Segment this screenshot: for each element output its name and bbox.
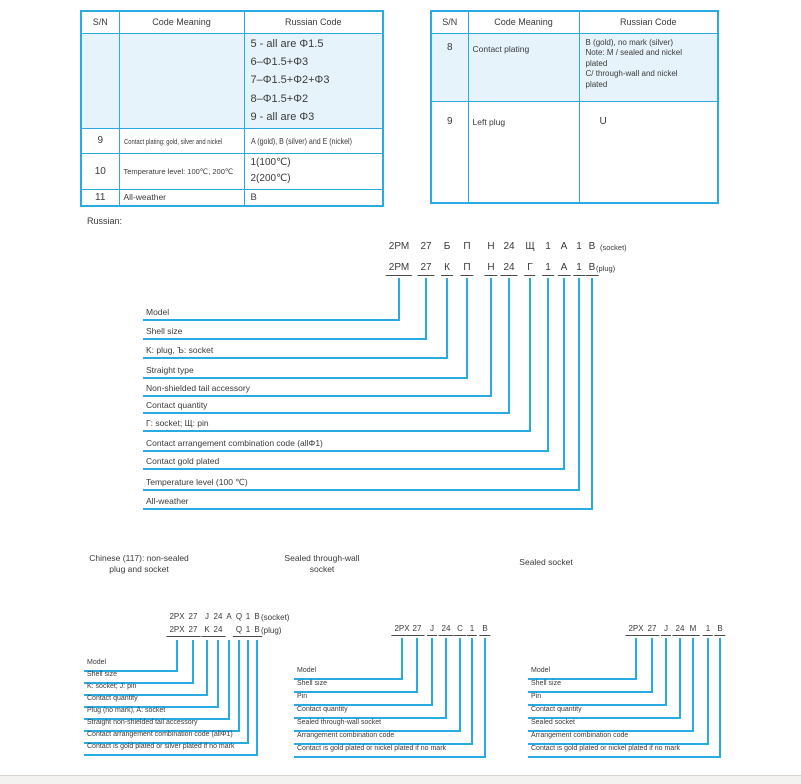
connector-vertical-line [247,640,249,744]
code-token: Q [235,612,243,621]
connector-horizontal-line [294,756,486,758]
connector-horizontal-line [143,377,468,379]
code-token: J [205,612,209,621]
field-label: Contact quantity [531,706,582,713]
field-label: Temperature level (100 ℃) [146,476,248,487]
connector-vertical-line [217,640,219,708]
field-label: Straight non-shielded tail accessory [87,719,198,726]
connector-vertical-line [719,638,721,758]
title-line: socket [309,564,335,574]
field-label: All-weather [146,495,189,506]
code-token: B [714,624,725,636]
code-token: 2РМ [386,262,412,276]
connector-vertical-line [508,278,510,414]
chinese1-title [89,553,189,575]
code-suffix: (socket) [600,243,627,252]
connector-vertical-line [563,278,565,470]
code-suffix: (plug) [596,264,616,273]
code-token: Q [233,625,245,637]
field-label: K: socket; J: pin [87,683,137,690]
chinese2-title [284,553,359,575]
field-label: Contact arrangement combination code (allΦ1) [87,731,233,738]
code-token: П [460,262,473,276]
connector-horizontal-line [143,319,400,321]
field-label: Contact quantity [87,695,138,702]
code-token: 1 [545,241,551,252]
code-suffix: (socket) [261,613,290,622]
code-line: 9 - all are Φ3 [250,111,315,124]
code-line: 6–Φ1.5+Φ3 [250,55,309,68]
sn-cell: 8 [431,33,468,101]
russian-code-cell: A (gold), B (silver) and E (nickel) [244,128,383,153]
connector-horizontal-line [143,489,580,491]
code-token: 1 [542,262,554,276]
code-token: 1 [245,612,251,621]
code-token: 1 [243,625,253,637]
field-label: K: plug, Ъ: socket [146,344,214,355]
code-token: 1 [467,624,477,636]
field-label: Shell size [297,680,327,687]
field-label: Shell size [87,671,117,678]
connector-vertical-line [445,638,447,719]
connector-horizontal-line [143,430,531,432]
code-token: B [251,625,262,637]
connector-vertical-line [425,278,427,340]
russian-section-label: Russian: [87,216,123,226]
field-label: Model [87,659,107,666]
code-line: Note: M / sealed and nickel [585,48,682,57]
table-row [81,128,383,153]
connector-vertical-line [665,638,667,706]
title-line: Sealed socket [519,557,573,567]
field-label: Shell size [146,325,183,336]
connector-horizontal-line [143,450,549,452]
field-label: Contact gold plated [146,455,220,466]
code-token: Г [524,262,535,276]
code-token: 1 [576,241,582,252]
col-header-meaning: Code Meaning [468,11,579,33]
connector-vertical-line [679,638,681,719]
code-token: 2PX [169,612,185,621]
code-token: 2РМ [388,241,410,252]
connector-vertical-line [692,638,694,732]
connector-vertical-line [459,638,461,732]
connector-vertical-line [484,638,486,758]
code-suffix: (plug) [261,626,282,635]
code-line: 7–Φ1.5+Φ2+Φ3 [250,74,330,87]
connector-vertical-line [206,640,208,696]
table-row [431,33,718,101]
code-token: 24 [213,612,223,621]
meaning-cell: Left plug [468,101,579,203]
connector-horizontal-line [294,691,418,693]
connector-vertical-line [446,278,448,359]
connector-vertical-line [228,640,230,720]
code-token: 2PX [166,625,187,637]
field-label: Contact is gold plated or nickel plated if no mark [531,745,681,752]
russian-code-table-left [80,10,384,207]
russian-code-cell [579,33,718,101]
russian-code-cell [244,153,383,189]
code-line: 5 - all are Φ1.5 [250,37,324,50]
code-token: Б [443,241,451,252]
meaning-cell: Temperature level: 100℃, 200℃ [119,153,244,189]
connector-horizontal-line [143,468,565,470]
col-header-russian-code: Russian Code [579,11,718,33]
code-line: 1(100℃) [250,157,291,169]
code-token: В [586,262,599,276]
code-line: plated [585,58,608,68]
code-line: plated [585,79,608,89]
connector-vertical-line [176,640,178,672]
field-label: Sealed socket [531,719,575,726]
connector-vertical-line [707,638,709,745]
code-token: В [588,241,596,252]
field-label: Contact is gold plated or nickel plated if no mark [297,745,447,752]
code-token: 2PX [391,624,412,636]
connector-horizontal-line [528,756,721,758]
code-token: 27 [186,625,201,637]
field-label: Contact arrangement combination code (allΦ1) [146,437,323,448]
connector-vertical-line [591,278,593,510]
connector-vertical-line [256,640,258,756]
table-row [431,101,718,203]
connector-vertical-line [547,278,549,452]
connector-vertical-line [471,638,473,745]
code-token: 24 [211,625,226,637]
code-line: 2(200℃) [250,173,291,185]
connector-vertical-line [466,278,468,379]
sn-cell [81,33,119,128]
chinese3-title [519,557,572,568]
field-label: Model [297,667,317,674]
code-token: 27 [188,612,198,621]
connector-horizontal-line [143,412,510,414]
code-token: J [661,624,671,636]
table-row [81,153,383,189]
code-token: C [454,624,466,636]
field-label: Shell size [531,680,561,687]
col-header-sn: S/N [431,11,468,33]
page-bottom-edge [0,775,801,784]
field-label: Plug (no mark), A: socket [87,707,166,714]
sn-cell: 9 [431,101,468,203]
field-label: Straight type [146,364,194,375]
connector-vertical-line [651,638,653,693]
code-token: Н [484,262,497,276]
field-label: Non-shielded tail accessory [146,382,250,393]
code-token: A [226,612,232,621]
code-token: А [558,262,571,276]
connector-horizontal-line [143,338,427,340]
col-header-meaning: Code Meaning [119,11,244,33]
code-token: Щ [525,241,535,252]
code-token: 24 [503,241,515,252]
russian-code-cell: U [579,101,718,203]
code-token: M [687,624,700,636]
meaning-cell: Contact plating: gold, silver and nickel [119,128,244,153]
connector-vertical-line [431,638,433,706]
connector-horizontal-line [84,754,258,756]
field-label: Arrangement combination code [531,732,629,739]
connector-vertical-line [635,638,637,680]
col-header-sn: S/N [81,11,119,33]
russian-code-table-right [430,10,719,204]
field-label: Contact is gold plated or silver plated if no mark [87,743,235,750]
connector-vertical-line [398,278,400,321]
title-line: plug and socket [109,564,169,574]
field-label: Model [531,667,551,674]
connector-horizontal-line [143,357,448,359]
code-line: B (gold), no mark (silver) [585,37,674,47]
connector-vertical-line [401,638,403,680]
connector-vertical-line [578,278,580,491]
table-row [81,33,383,128]
code-token: B [479,624,490,636]
code-token: Н [487,241,495,252]
code-token: J [427,624,437,636]
russian-code-cell: B [244,189,383,206]
title-line: Sealed through-wall [284,553,360,563]
meaning-cell: All-weather [119,189,244,206]
connector-horizontal-line [143,508,593,510]
col-header-russian-code: Russian Code [244,11,383,33]
code-token: П [463,241,471,252]
table-row [81,189,383,206]
meaning-cell: Contact plating [468,33,579,101]
field-label: Sealed through-wall socket [297,719,382,726]
connector-vertical-line [416,638,418,693]
connector-vertical-line [192,640,194,684]
code-token: 1 [573,262,585,276]
connector-vertical-line [490,278,492,397]
code-token: 2PX [625,624,646,636]
connector-horizontal-line [143,395,492,397]
code-token: K [201,625,212,637]
code-token: 27 [417,262,434,276]
field-label: Arrangement combination code [297,732,395,739]
field-label: Pin [531,693,542,700]
code-token: B [254,612,260,621]
connector-vertical-line [529,278,531,432]
code-token: А [560,241,568,252]
field-label: Contact quantity [146,399,208,410]
code-token: 27 [420,241,432,252]
field-label: Contact quantity [297,706,348,713]
connector-vertical-line [238,640,240,732]
code-token: К [441,262,453,276]
code-token: 24 [439,624,454,636]
code-token: 1 [703,624,713,636]
code-line: C/ through-wall and nickel [585,69,678,78]
sn-cell: 10 [81,153,119,189]
code-token: 24 [500,262,517,276]
meaning-cell [119,33,244,128]
sn-cell: 11 [81,189,119,206]
code-token: 27 [645,624,660,636]
field-label: Model [146,306,170,317]
russian-code-cell [244,33,383,128]
code-line: 8–Φ1.5+Φ2 [250,92,309,105]
code-token: 27 [410,624,425,636]
field-label: Pin [297,693,308,700]
sn-cell: 9 [81,128,119,153]
field-label: Г: socket; Щ: pin [146,417,209,428]
title-line: Chinese (117): non-sealed [89,553,189,563]
connector-horizontal-line [528,691,653,693]
code-token: 24 [673,624,688,636]
